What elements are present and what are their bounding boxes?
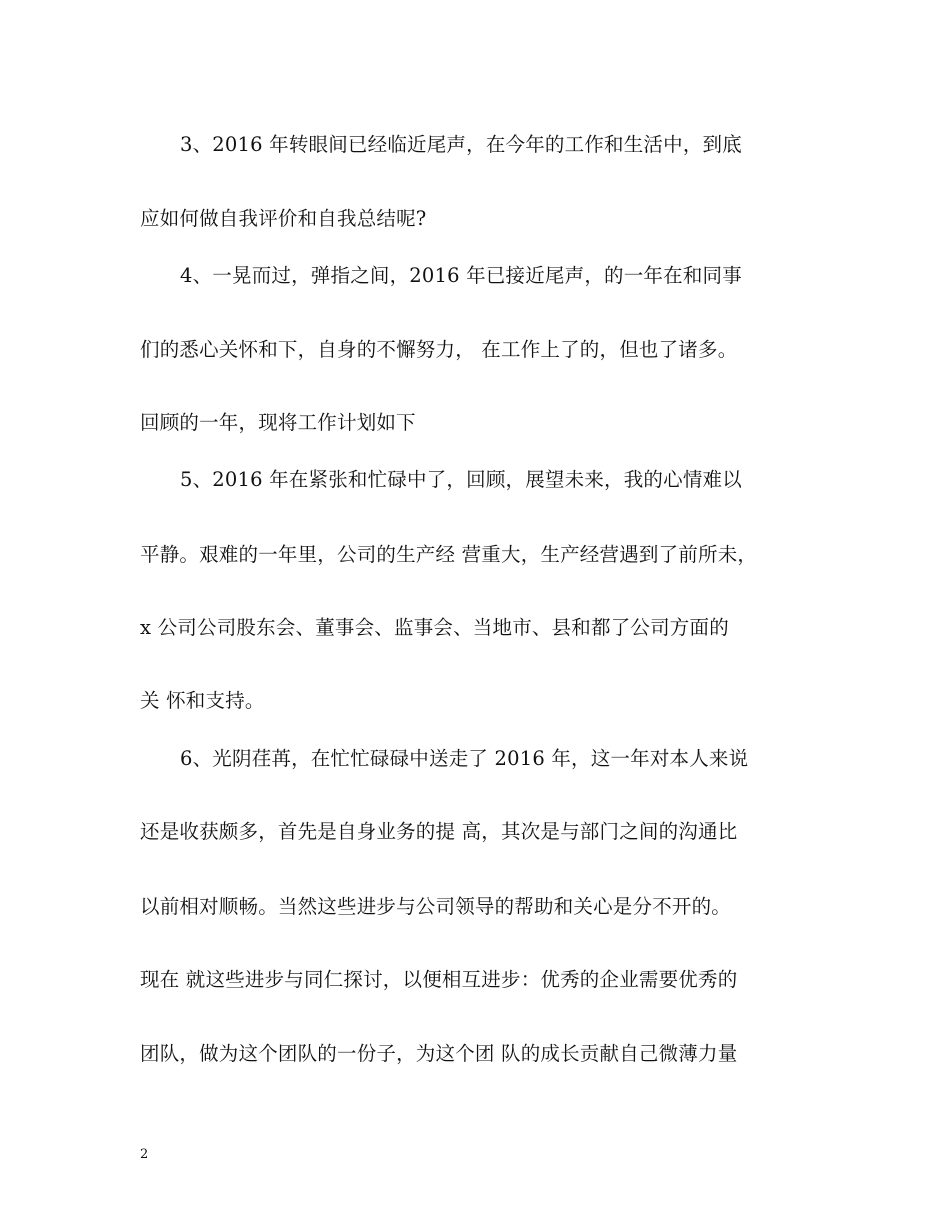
page-number: 2 <box>140 1147 149 1162</box>
text-line-7: 平静。艰难的一年里，公司的生产经 营重大，生产经营遇到了前所未， <box>140 543 758 566</box>
text-line-3: 4、一晃而过，弹指之间，2016 年已接近尾声，的一年在和同事 <box>180 264 742 287</box>
text-line-12: 以前相对顺畅。当然这些进步与公司领导的帮助和关心是分不开的。 <box>140 895 732 918</box>
text-line-11: 还是收获颇多，首先是自身业务的提 高，其次是与部门之间的沟通比 <box>140 820 738 843</box>
text-line-2: 应如何做自我评价和自我总结呢? <box>140 207 427 230</box>
text-line-8: x 公司公司股东会、董事会、监事会、当地市、县和都了公司方面的 <box>140 616 729 639</box>
text-line-13: 现在 就这些进步与同仁探讨，以便相互进步：优秀的企业需要优秀的 <box>140 968 738 991</box>
text-line-5: 回顾的一年，现将工作计划如下 <box>140 411 416 434</box>
text-line-4: 们的悉心关怀和下，自身的不懈努力， 在工作上了的，但也了诸多。 <box>140 338 738 361</box>
text-line-1: 3、2016 年转眼间已经临近尾声，在今年的工作和生活中，到底 <box>180 133 742 156</box>
text-line-9: 关 怀和支持。 <box>140 689 265 712</box>
text-line-10: 6、光阴荏苒，在忙忙碌碌中送走了 2016 年，这一年对本人来说 <box>180 747 749 770</box>
text-line-14: 团队，做为这个团队的一份子，为这个团 队的成长贡献自己微薄力量 <box>140 1042 738 1065</box>
text-line-6: 5、2016 年在紧张和忙碌中了，回顾，展望未来，我的心情难以 <box>180 468 742 491</box>
